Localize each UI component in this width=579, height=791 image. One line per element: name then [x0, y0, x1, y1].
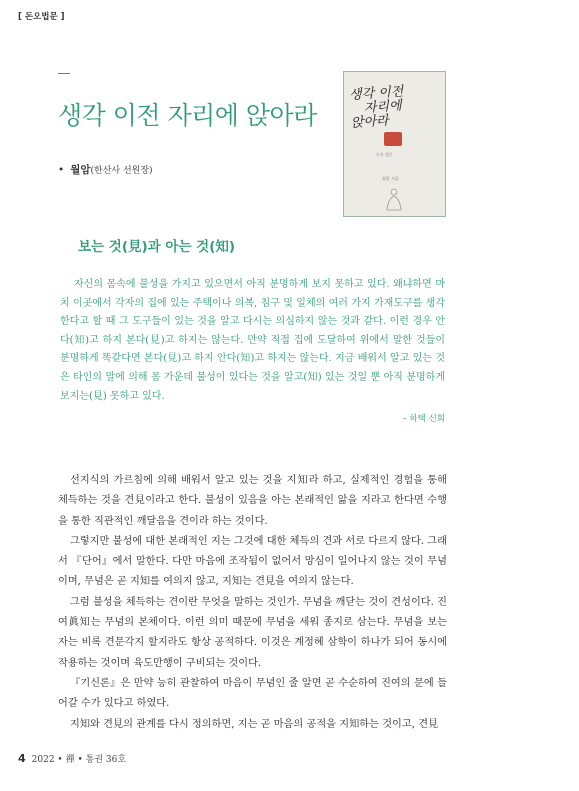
book-cover-title-line: 자리에: [363, 98, 403, 117]
divider: [58, 73, 70, 74]
issue-info: 2022 • 禪 • 통권 36호: [31, 755, 127, 765]
quote-source: – 하택 신회: [402, 414, 445, 424]
book-cover-title-line: 생각 이전: [348, 84, 404, 104]
body-paragraph: 그렇지만 불성에 대한 본래적인 지는 그것에 대한 체득의 견과 서로 다르지 않다. 그래서 『단어』에서 말한다. 다만 마음에 조작됨이 없어서 망심이 일어나지 않는 것이 무념이며, 무념은 곧 지知를 여의지 않고, 지知는 견見을 여의지 않는다.: [58, 535, 447, 588]
article-body: [58, 471, 447, 735]
book-cover-title-line: 앉아라: [350, 113, 390, 132]
bullet-icon: •: [58, 164, 65, 176]
body-paragraph: 그럼 불성을 체득하는 견이란 무엇을 말하는 것인가. 무념을 깨닫는 것이 견성이다. 진여眞知는 무념의 본체이다. 이런 의미 때문에 무념을 세워 종지로 삼는다. 무념을 보는 자는 비록 견문각지 할지라도 항상 공적하다. 이것은 계정혜 삼학이 하나가 되어 동시에 작용하는 것이며 육도만행이 구비되는 것이다.: [58, 596, 447, 669]
section-subtitle: 보는 것(見)과 아는 것(知): [78, 239, 236, 255]
section-tag: [ 돈오법문 ]: [18, 12, 65, 22]
seal-stamp: [384, 132, 402, 146]
book-cover-author: 월암 지음: [382, 176, 399, 181]
body-paragraph: 지知와 견見의 관계를 다시 정의하면, 지는 곧 마음의 공적을 지知하는 것이고, 견見: [70, 718, 439, 730]
book-cover-subtitle: 돈오 법문: [376, 152, 393, 157]
page-number: 4: [18, 752, 26, 765]
book-cover-image: [343, 71, 446, 217]
author-line: [58, 162, 153, 177]
quote-text: 자신의 몸속에 불성을 가지고 있으면서 아직 분명하게 보지 못하고 있다. 왜냐하면 마치 이곳에서 각자의 집에 있는 주택이나 의복, 침구 및 일체의 여러 가지 가재도구를 생각한다고 할 때 그 도구들이 있는 것을 알고 다시는 의심하지 않는 것과 같다. 이런 경우 안다(知)고 하지 본다(見)고 하지는 않는다. 만약 직접 집에 도달하여 위에서 말한 것들이 분명하게 똑같다면 본다(見)고 하지 안다(知)고 하지는 않는다. 지금 배워서 알고 있는 것은 타인의 말에 의해 몸 가운데 불성이 있다는 것을 알고(知) 있는 것일 뿐 아직 분명하게 보지는(見) 못하고 있다.: [60, 279, 445, 402]
body-paragraph: 『기신론』은 만약 능히 관찰하여 마음이 무념인 줄 알면 곧 수순하여 진여의 문에 들어갈 수가 있다고 하였다.: [58, 677, 447, 710]
author-role: (한산사 선원장): [90, 166, 153, 176]
book-cover-title: [349, 83, 442, 131]
page-title: 생각 이전 자리에 앉아라: [58, 101, 317, 130]
body-paragraph: 선지식의 가르침에 의해 배워서 알고 있는 것을 지知라 하고, 실제적인 경험을 통해 체득하는 것을 견見이라고 한다. 불성이 있음을 아는 본래적인 앎을 지라고 한다면 수행을 통한 직관적인 깨달음을 견이라 하는 것이다.: [58, 475, 447, 527]
author-name: 월암: [70, 164, 91, 176]
sitting-figure-icon: [384, 187, 404, 211]
page-footer: [18, 752, 126, 765]
